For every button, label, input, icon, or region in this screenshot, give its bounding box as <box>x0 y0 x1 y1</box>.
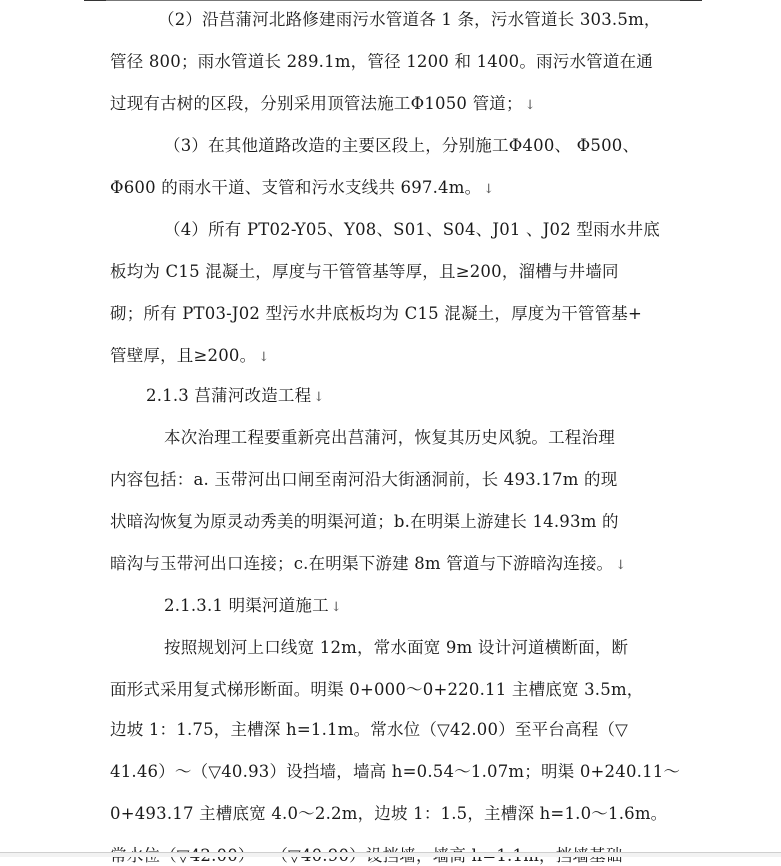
text-line: 管壁厚，且≥200。 ↓ <box>110 346 270 365</box>
text-line: 状暗沟恢复为原灵动秀美的明渠河道；b.在明渠上游建长 14.93m 的 <box>110 512 619 531</box>
page-bottom-edge <box>0 852 781 857</box>
text-line: Φ600 的雨水干道、支管和污水支线共 697.4m。 ↓ <box>110 178 495 197</box>
text-line: 按照规划河上口线宽 12m，常水面宽 9m 设计河道横断面，断 <box>164 638 629 657</box>
text-line: （4）所有 PT02-Y05、Y08、S01、S04、J01 、J02 型雨水井底 <box>164 220 660 239</box>
text-line: 边坡 1：1.75，主槽深 h=1.1m。常水位（▽42.00）至平台高程（▽ <box>110 720 628 739</box>
section-heading: 2.1.3.1 明渠河道施工 ↓ <box>164 596 342 615</box>
text-line: 0+493.17 主槽底宽 4.0～2.2m，边坡 1：1.5，主槽深 h=1.0～1.6m。 <box>110 804 668 823</box>
text-line: 砌；所有 PT03-J02 型污水井底板均为 C15 混凝土，厚度为干管管基+ <box>110 304 643 323</box>
paragraph-mark: ↓ <box>258 350 270 365</box>
page-top-edge <box>84 0 702 1</box>
paragraph-mark: ↓ <box>483 182 495 197</box>
text-line: 板均为 C15 混凝土，厚度与干管管基等厚，且≥200，溜槽与井墙同 <box>110 262 619 281</box>
paragraph-mark: ↓ <box>615 558 627 573</box>
text-line: 面形式采用复式梯形断面。明渠 0+000～0+220.11 主槽底宽 3.5m， <box>110 680 644 699</box>
text-line: 本次治理工程要重新亮出莒蒲河，恢复其历史风貌。工程治理 <box>164 428 615 447</box>
section-heading: 2.1.3 莒蒲河改造工程 ↓ <box>146 386 325 405</box>
text-line: （2）沿莒蒲河北路修建雨污水管道各 1 条，污水管道长 303.5m， <box>158 10 661 29</box>
text-line: （3）在其他道路改造的主要区段上，分别施工Φ400、 Φ500、 <box>164 136 640 155</box>
text-line: 暗沟与玉带河出口连接；c.在明渠下游建 8m 管道与下游暗沟连接。 ↓ <box>110 554 627 573</box>
text-line: 内容包括：a. 玉带河出口闸至南河沿大街涵洞前，长 493.17m 的现 <box>110 470 618 489</box>
paragraph-mark: ↓ <box>313 390 325 405</box>
paragraph-mark: ↓ <box>330 600 342 615</box>
paragraph-mark: ↓ <box>524 98 536 113</box>
text-line: 管径 800；雨水管道长 289.1m，管径 1200 和 1400。雨污水管道在通 <box>110 52 653 71</box>
text-line: 过现有古树的区段，分别采用顶管法施工Φ1050 管道； ↓ <box>110 94 536 113</box>
text-line: 41.46）～（▽40.93）设挡墙，墙高 h=0.54～1.07m；明渠 0+240.11～ <box>110 762 681 781</box>
